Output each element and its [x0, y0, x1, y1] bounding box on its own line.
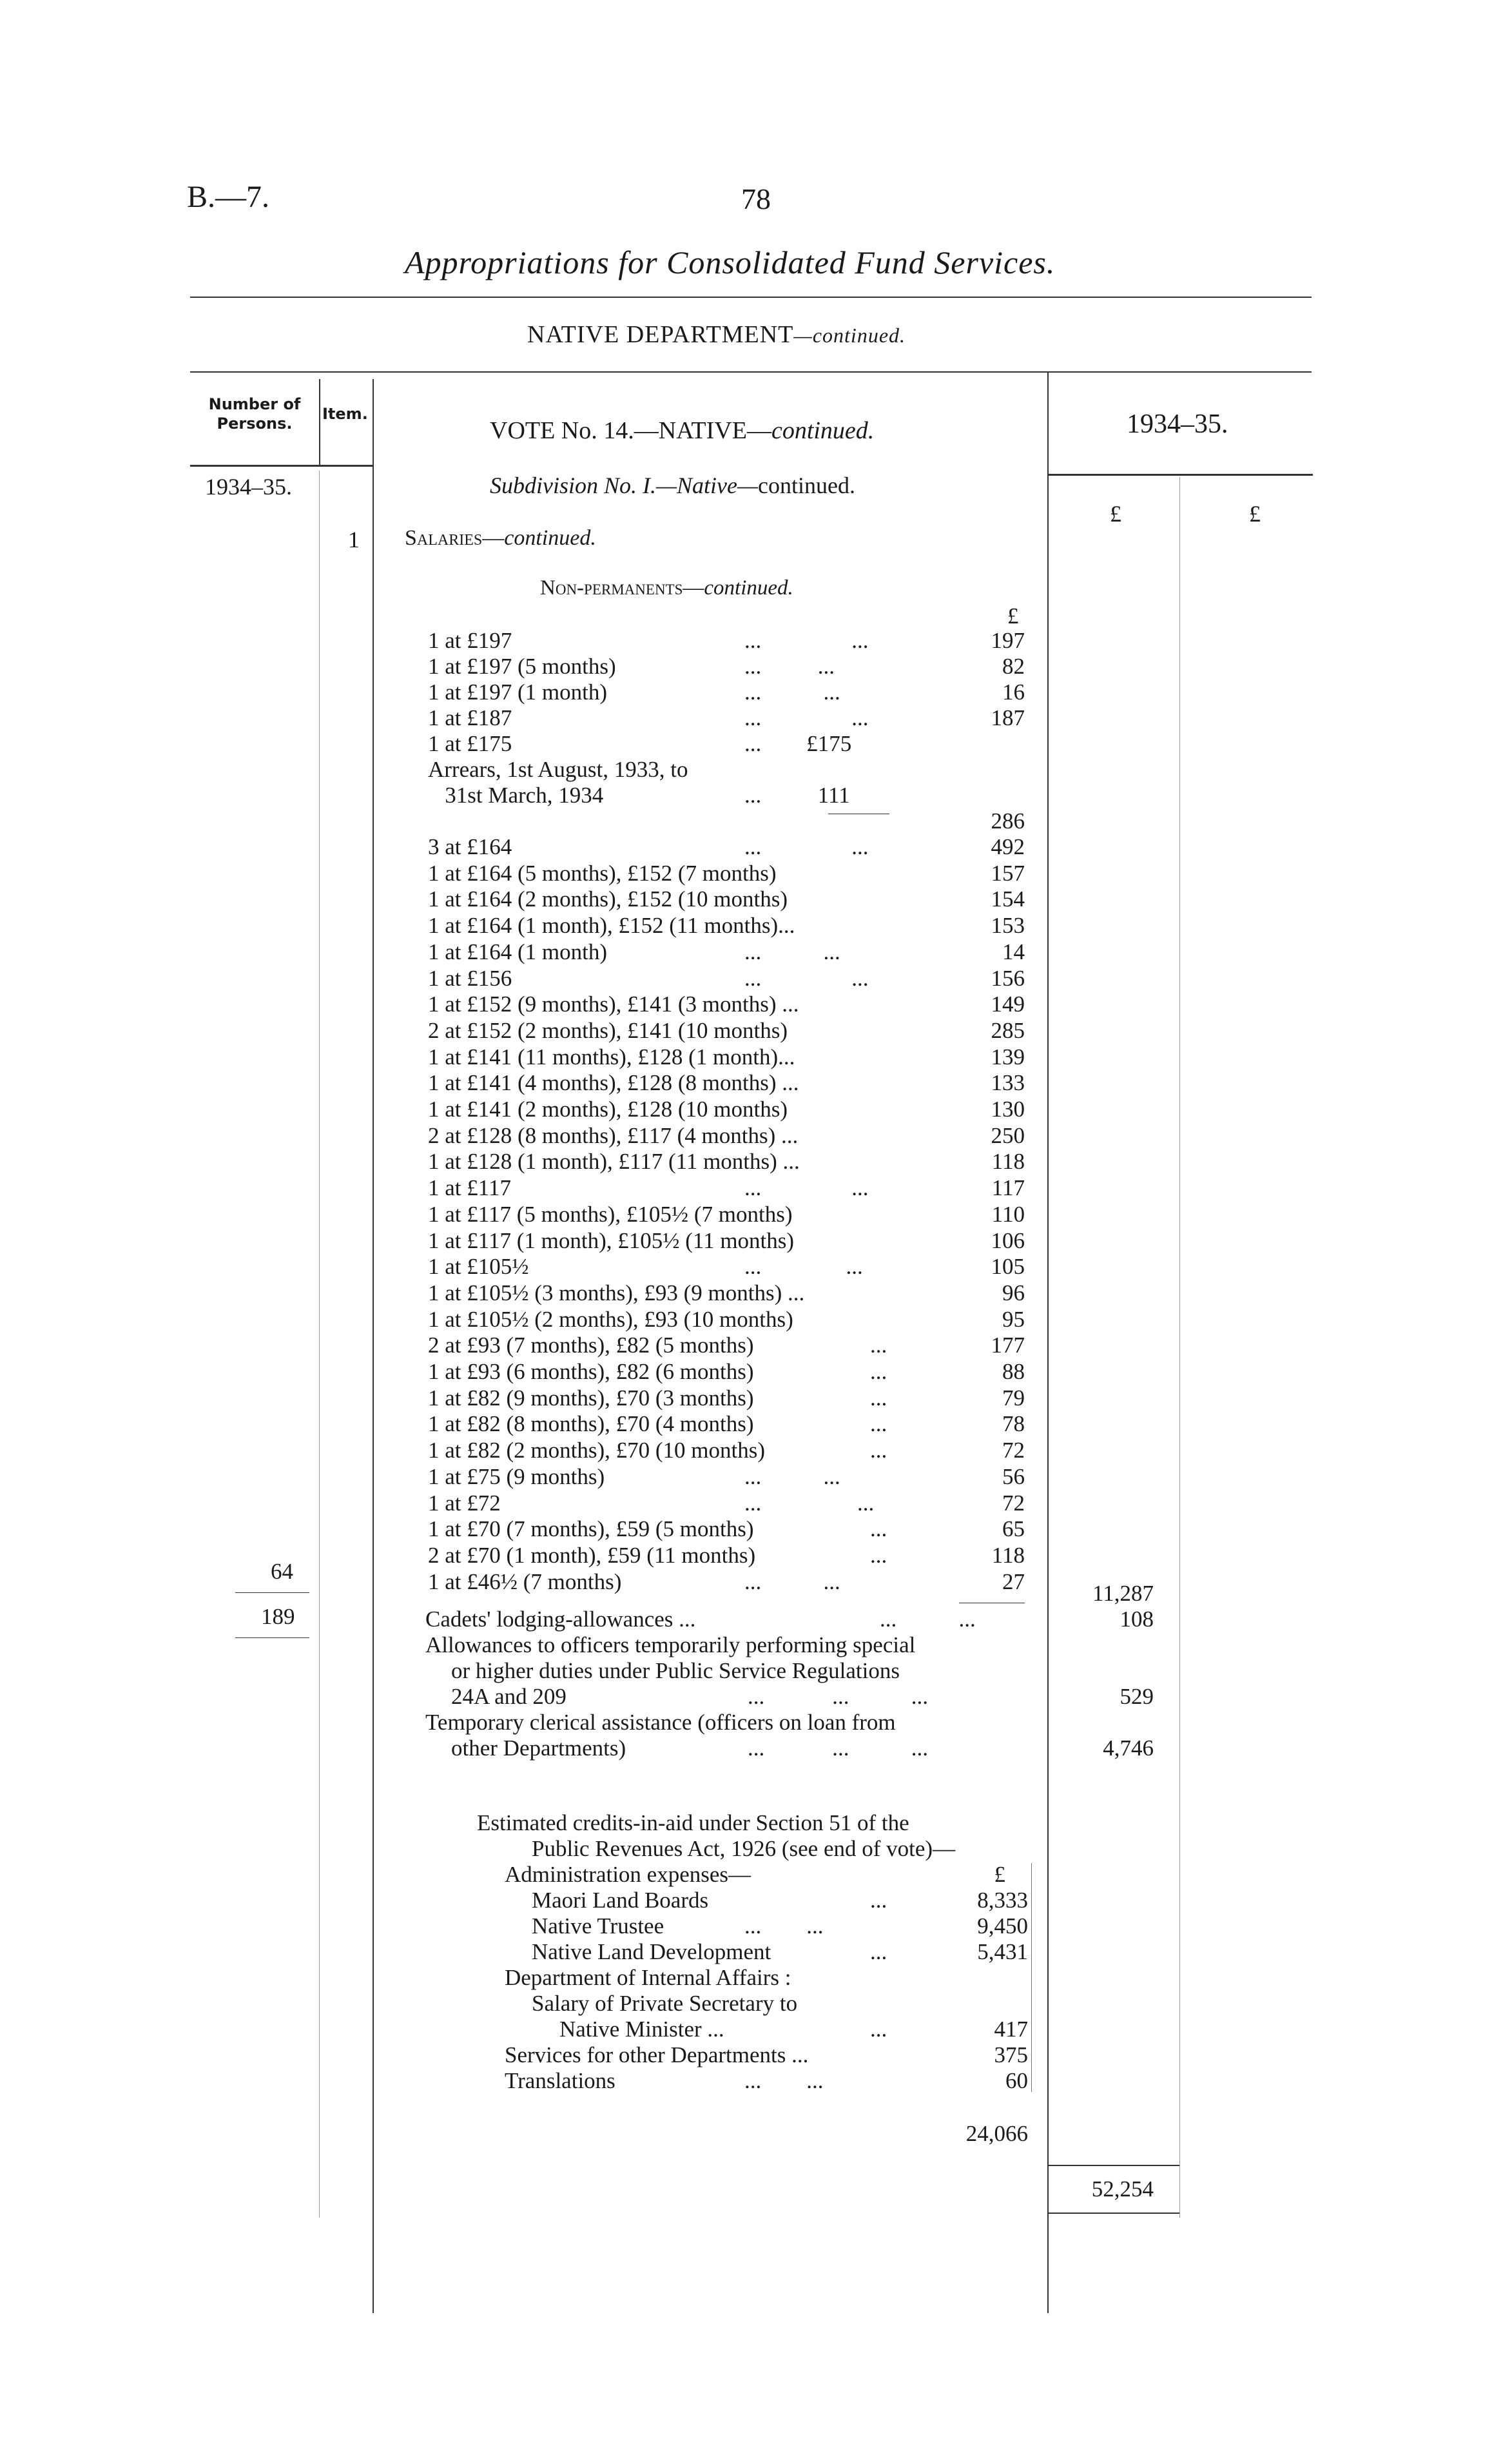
cadets-label: Cadets' lodging-allowances ...	[425, 1607, 696, 1632]
salary-line: 1 at £164 (5 months), £152 (7 months)	[428, 861, 777, 886]
salary-line: 1 at £141 (2 months), £128 (10 months)	[428, 1097, 788, 1122]
salary-line-amount: 96	[1002, 1280, 1025, 1305]
item-number: 1	[348, 527, 360, 552]
grand-total-rule-bottom	[1047, 2213, 1179, 2214]
salary-line	[428, 731, 512, 757]
credits-intro-2: Public Revenues Act, 1926 (see end of vote)—	[532, 1836, 956, 1861]
year-left: 1934–35.	[205, 474, 292, 500]
salary-line: 1 at £117	[428, 1175, 511, 1200]
cadets-dots: ... ...	[880, 1607, 976, 1632]
salary-line-amount: 177	[991, 1333, 1025, 1358]
salary-line-amount: 106	[991, 1228, 1025, 1253]
internal-affairs: Department of Internal Affairs :	[505, 1965, 791, 1990]
salary-line-dots: ...	[870, 1333, 887, 1358]
temporary-line-1: Temporary clerical assistance (officers on loan from	[425, 1710, 896, 1735]
pound-col-2: £	[1249, 501, 1261, 527]
salary-line-amount: 285	[991, 1018, 1025, 1043]
allowances-amount: 529	[1119, 1684, 1154, 1709]
salary-line-dots: ... ...	[744, 1490, 875, 1516]
salary-line-amount: 492	[991, 834, 1025, 859]
year-header: 1934–35.	[1127, 409, 1228, 439]
vote-title-text: VOTE No. 14.—NATIVE—	[490, 417, 771, 444]
persons-total: 189	[261, 1604, 295, 1629]
salary-line-amount: 139	[991, 1044, 1025, 1070]
salary-line-amount: 118	[991, 1543, 1025, 1568]
salary-line: 2 at £128 (8 months), £117 (4 months) ...	[428, 1123, 799, 1148]
translations-label: Translations	[505, 2068, 615, 2093]
salary-line: 1 at £156	[428, 966, 512, 991]
salary-line-dots: ... ...	[744, 966, 869, 991]
salary-line-dots: ... ...	[744, 1175, 869, 1200]
salary-line: 1 at £72	[428, 1490, 501, 1516]
salary-line-dots: ...	[870, 1359, 887, 1384]
credit-item-dots: ...	[870, 1939, 887, 1964]
salary-line-amount: 14	[1002, 939, 1025, 964]
salary-line: 2 at £152 (2 months), £141 (10 months)	[428, 1018, 788, 1043]
salary-line	[428, 757, 688, 783]
salary-line-dots: ...	[870, 1543, 887, 1568]
credit-item-label: Native Trustee	[532, 1913, 664, 1939]
salary-line-dots: ... ...	[744, 1464, 840, 1489]
salary-line-text: 1 at £187	[428, 705, 512, 730]
salary-line: 1 at £105½ (2 months), £93 (10 months)	[428, 1307, 793, 1332]
page-number: 78	[741, 182, 771, 215]
salary-line-amount: 105	[991, 1254, 1025, 1279]
credit-item-label: Maori Land Boards	[532, 1888, 709, 1913]
credit-item-amount: 8,333	[977, 1888, 1028, 1913]
salary-line-amount: 88	[1002, 1359, 1025, 1384]
salary-line-amount: 72	[1002, 1490, 1025, 1516]
non-permanents-text: Non-permanents—	[540, 576, 704, 600]
salary-line	[428, 679, 607, 705]
salary-line: 2 at £93 (7 months), £82 (5 months)	[428, 1333, 754, 1358]
department-suffix: —continued.	[793, 324, 906, 347]
salary-line-amount: 250	[991, 1123, 1025, 1148]
allowances-line-3: 24A and 209	[451, 1684, 567, 1709]
salaries-text: Salaries—	[405, 526, 505, 550]
credit-item-dots: ... ...	[744, 1913, 824, 1939]
salary-line	[428, 654, 616, 679]
services-label: Services for other Departments ...	[505, 2042, 809, 2067]
salary-line-text: 1 at £197	[428, 628, 512, 653]
salary-line-amount: 82	[1002, 654, 1025, 679]
page-title: Appropriations for Consolidated Fund Services.	[405, 244, 1056, 280]
salary-line-dots: ... £175	[744, 731, 852, 756]
item-header: Item.	[322, 405, 368, 423]
salary-line	[428, 705, 512, 731]
salaries-suffix: continued.	[504, 526, 596, 550]
temporary-dots: ... ... ...	[748, 1735, 928, 1761]
salary-line-amount: 117	[991, 1175, 1025, 1200]
salary-line-dots: ... ...	[744, 1254, 863, 1279]
credit-item-label: Native Land Development	[532, 1939, 771, 1964]
salary-line: 1 at £152 (9 months), £141 (3 months) ...	[428, 992, 799, 1017]
credit-item-amount: 9,450	[977, 1913, 1028, 1939]
salary-line: 1 at £141 (11 months), £128 (1 month)...	[428, 1044, 795, 1070]
amount-pound-header: £	[1007, 603, 1019, 629]
salary-line-amount: 133	[991, 1070, 1025, 1095]
salary-line: 1 at £164 (2 months), £152 (10 months)	[428, 886, 788, 912]
salary-line-amount: 154	[991, 886, 1025, 912]
salary-line-amount: 197	[991, 628, 1025, 653]
salary-line-text: 1 at £197 (5 months)	[428, 654, 616, 679]
salary-line-amount: 78	[1002, 1411, 1025, 1436]
subdivision-suffix: continued.	[758, 473, 855, 498]
salary-line-dots: ... ...	[744, 1569, 840, 1594]
credits-intro-1: Estimated credits-in-aid under Section 51 of the	[477, 1810, 909, 1835]
salary-line-dots: ...	[870, 1385, 887, 1411]
credits-admin: Administration expenses—	[505, 1862, 751, 1887]
salary-line	[428, 783, 603, 808]
doc-ref: B.—7.	[187, 180, 270, 214]
salary-line-amount: 157	[991, 861, 1025, 886]
vote-title-suffix: continued.	[771, 417, 875, 444]
salary-line: 3 at £164	[428, 834, 512, 859]
salary-line: 1 at £82 (9 months), £70 (3 months)	[428, 1385, 754, 1411]
salary-line-amount: 95	[1002, 1307, 1025, 1332]
salary-line: 1 at £117 (5 months), £105½ (7 months)	[428, 1202, 793, 1227]
allowances-dots: ... ... ...	[748, 1684, 928, 1709]
credit-item-amount: 5,431	[977, 1939, 1028, 1964]
temporary-line-2: other Departments)	[451, 1735, 626, 1761]
credit-item-dots: ...	[870, 1888, 887, 1913]
salary-line: 1 at £164 (1 month)	[428, 939, 608, 964]
number-of-persons-header: Number of Persons.	[208, 395, 301, 433]
salary-line: 1 at £75 (9 months)	[428, 1464, 605, 1489]
department-name: NATIVE DEPARTMENT	[527, 321, 794, 348]
salary-line-amount: 118	[991, 1149, 1025, 1174]
salary-line-dots: ... ...	[744, 834, 869, 859]
salary-line-dots: ...	[870, 1438, 887, 1463]
salary-secretary-2: Native Minister ...	[559, 2017, 724, 2042]
persons-count: 64	[271, 1559, 293, 1584]
salary-line-dots: ...	[870, 1516, 887, 1541]
salary-line-amount: 187	[991, 705, 1025, 730]
salary-line: 1 at £105½ (3 months), £93 (9 months) ...	[428, 1280, 805, 1305]
salary-line: 1 at £141 (4 months), £128 (8 months) ...	[428, 1070, 799, 1095]
services-amount: 375	[994, 2042, 1028, 2067]
persons-rule-2	[235, 1637, 309, 1638]
salary-line: 1 at £70 (7 months), £59 (5 months)	[428, 1516, 754, 1541]
salary-line-amount: 79	[1002, 1385, 1025, 1411]
salary-line: 1 at £82 (2 months), £70 (10 months)	[428, 1438, 766, 1463]
translations-dots: ... ...	[744, 2068, 824, 2093]
salary-line-dots: ... ...	[744, 654, 835, 679]
subdivision-text: Subdivision No. I.—Native—	[490, 473, 758, 498]
credits-total: 24,066	[965, 2121, 1028, 2146]
cadets-amount: 108	[1119, 1607, 1154, 1632]
grand-total-rule-top	[1047, 2165, 1179, 2166]
salary-line-amount: 65	[1002, 1516, 1025, 1541]
salary-line-amount: 16	[1002, 679, 1025, 705]
credits-rule	[1031, 1863, 1032, 2092]
grand-total: 52,254	[1091, 2176, 1154, 2202]
salary-line-amount: 72	[1002, 1438, 1025, 1463]
salary-secretary-dots: ...	[870, 2017, 887, 2042]
salary-line-dots: ... ...	[744, 679, 840, 705]
persons-rule-1	[235, 1592, 309, 1593]
pound-col-1: £	[1110, 501, 1121, 527]
non-permanents-total: 11,287	[1092, 1581, 1154, 1606]
salary-line-amount: 153	[991, 913, 1025, 938]
salary-line-text: 1 at £197 (1 month)	[428, 679, 608, 705]
salary-line-dots: ... ...	[744, 939, 840, 964]
salary-secretary-amount: 417	[994, 2017, 1028, 2042]
salary-line-amount: 110	[991, 1202, 1025, 1227]
salary-line-amount: 149	[991, 992, 1025, 1017]
salary-line-dots: ... 111	[744, 783, 850, 808]
salary-line: 1 at £117 (1 month), £105½ (11 months)	[428, 1228, 795, 1253]
salary-line-dots: ...	[870, 1411, 887, 1436]
salary-line: 1 at £128 (1 month), £117 (11 months) ...	[428, 1149, 800, 1174]
translations-amount: 60	[1005, 2068, 1028, 2093]
salary-line: 1 at £46½ (7 months)	[428, 1569, 622, 1594]
salary-line-amount: 130	[991, 1097, 1025, 1122]
salary-line: 1 at £105½	[428, 1254, 529, 1279]
non-permanents-suffix: continued.	[704, 576, 793, 600]
salary-line-dots: ... ...	[744, 628, 869, 653]
salary-line-amount: 27	[1002, 1569, 1025, 1594]
salary-line: 1 at £82 (8 months), £70 (4 months)	[428, 1411, 754, 1436]
salary-line-dots: ... ...	[744, 705, 869, 730]
salary-line-amount: 56	[1002, 1464, 1025, 1489]
allowances-line-1: Allowances to officers temporarily performing special	[425, 1632, 916, 1657]
salary-line-text: 1 at £175	[428, 731, 512, 756]
temporary-amount: 4,746	[1103, 1735, 1154, 1761]
salary-line-text: Arrears, 1st August, 1933, to	[428, 757, 688, 782]
salary-line: 1 at £93 (6 months), £82 (6 months)	[428, 1359, 754, 1384]
credits-pound: £	[994, 1862, 1005, 1887]
salary-line: 2 at £70 (1 month), £59 (11 months)	[428, 1543, 756, 1568]
salary-line	[428, 628, 512, 654]
salary-line-amount: 156	[991, 966, 1025, 991]
salary-line-amount: 286	[991, 808, 1025, 834]
salary-secretary-1: Salary of Private Secretary to	[532, 1991, 798, 2016]
allowances-line-2: or higher duties under Public Service Regulations	[451, 1658, 900, 1683]
salary-line-text: 31st March, 1934	[428, 783, 604, 808]
salary-line: 1 at £164 (1 month), £152 (11 months)...	[428, 913, 795, 938]
